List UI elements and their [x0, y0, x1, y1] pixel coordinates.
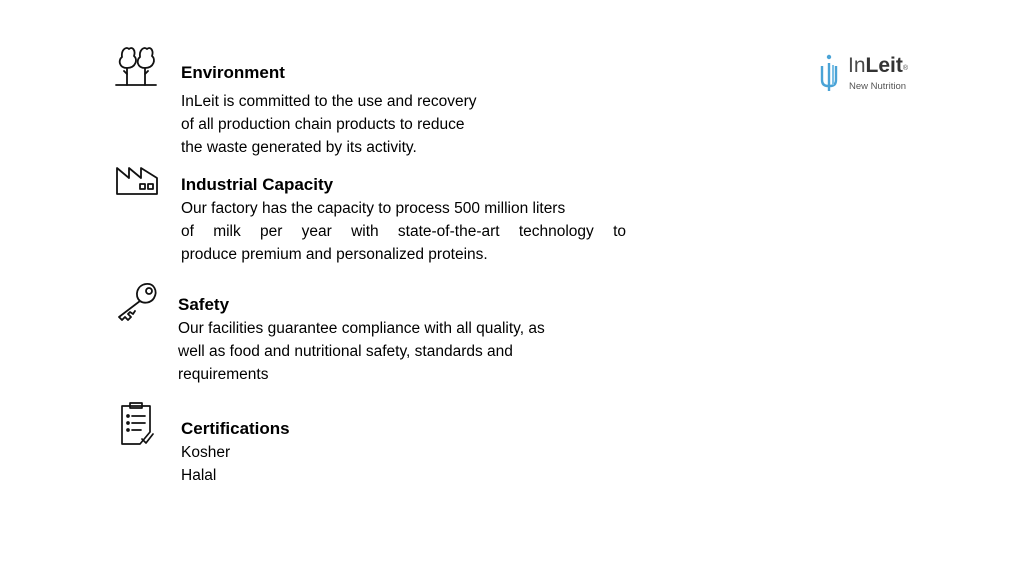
certification-kosher: Kosher — [181, 444, 231, 461]
logo-tagline: New Nutrition — [849, 81, 907, 92]
section-environment — [181, 62, 521, 159]
body-line: the waste generated by its activity. — [181, 139, 417, 156]
body-line: of all production chain products to reduce — [181, 116, 465, 133]
key-icon — [116, 279, 160, 323]
section-heading: Industrial Capacity — [181, 175, 334, 194]
factory-icon — [115, 164, 159, 196]
body-line: Our facilities guarantee compliance with all quality, as — [178, 320, 545, 337]
body-line: InLeit is committed to the use and recovery — [181, 93, 477, 110]
section-body — [181, 441, 481, 487]
section-safety — [178, 294, 608, 386]
section-heading: Certifications — [181, 419, 290, 438]
body-line: produce premium and personalized proteins. — [181, 246, 488, 263]
section-certifications — [181, 418, 481, 487]
certification-halal: Halal — [181, 467, 217, 484]
checklist-clipboard-icon — [118, 402, 154, 448]
section-heading: Safety — [178, 295, 230, 314]
logo-mark-icon — [818, 52, 846, 96]
section-body — [181, 197, 626, 266]
body-line: Our factory has the capacity to process 500 million liters — [181, 200, 566, 217]
section-body — [178, 317, 608, 386]
inleit-logo — [818, 52, 928, 96]
trees-icon — [114, 44, 158, 88]
section-body — [181, 90, 521, 159]
logo-wordmark: InLeit® — [848, 54, 909, 77]
body-line: well as food and nutritional safety, standards and — [178, 343, 513, 360]
body-line: of milk per year with state-of-the-art technology to — [181, 223, 626, 240]
body-line: requirements — [178, 366, 269, 383]
section-heading: Environment — [181, 63, 285, 82]
section-industrial-capacity — [181, 174, 626, 266]
